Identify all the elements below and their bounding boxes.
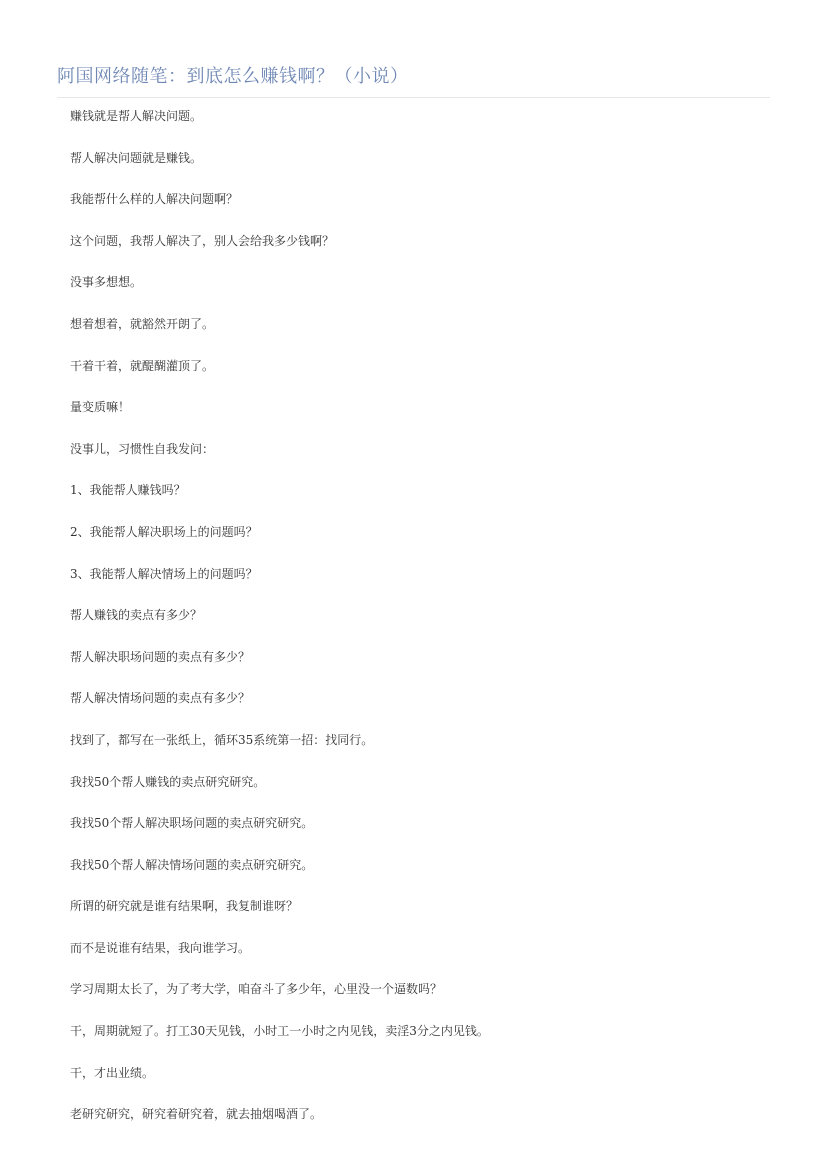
numbered-item: 1、我能帮人赚钱吗？ xyxy=(70,483,186,498)
document-title: 阿国网络随笔：到底怎么赚钱啊？（小说） xyxy=(57,66,409,87)
title-divider xyxy=(57,97,770,98)
paragraph: 而不是说谁有结果，我向谁学习。 xyxy=(70,940,251,955)
paragraph: 干，才出业绩。 xyxy=(70,1065,155,1080)
paragraph: 想着想着，就豁然开朗了。 xyxy=(70,316,215,331)
paragraph: 找到了，都写在一张纸上，循环35系统第一招：找同行。 xyxy=(70,732,374,747)
paragraph: 我找50个帮人解决职场问题的卖点研究研究。 xyxy=(70,816,314,831)
paragraph: 帮人赚钱的卖点有多少？ xyxy=(70,608,203,623)
paragraph: 我找50个帮人赚钱的卖点研究研究。 xyxy=(70,774,266,789)
paragraph: 学习周期太长了，为了考大学，咱奋斗了多少年，心里没一个逼数吗？ xyxy=(70,982,443,997)
paragraph: 我找50个帮人解决情场问题的卖点研究研究。 xyxy=(70,857,314,872)
paragraph: 量变质嘛！ xyxy=(70,400,131,415)
numbered-item: 3、我能帮人解决情场上的问题吗？ xyxy=(70,566,258,581)
document-body xyxy=(70,106,770,1146)
paragraph: 所谓的研究就是谁有结果啊，我复制谁呀？ xyxy=(70,899,299,914)
paragraph: 没事多想想。 xyxy=(70,275,143,290)
paragraph: 我能帮什么样的人解决问题啊？ xyxy=(70,192,239,207)
paragraph: 帮人解决情场问题的卖点有多少？ xyxy=(70,691,251,706)
paragraph: 干，周期就短了。打工30天见钱，小时工一小时之内见钱，卖淫3分之内见钱。 xyxy=(70,1024,489,1039)
paragraph: 老研究研究，研究着研究着，就去抽烟喝酒了。 xyxy=(70,1107,323,1122)
numbered-item: 2、我能帮人解决职场上的问题吗？ xyxy=(70,524,258,539)
paragraph: 干着干着，就醍醐灌顶了。 xyxy=(70,358,215,373)
paragraph: 帮人解决问题就是赚钱。 xyxy=(70,150,203,165)
paragraph: 这个问题，我帮人解决了，别人会给我多少钱啊？ xyxy=(70,233,335,248)
paragraph: 帮人解决职场问题的卖点有多少？ xyxy=(70,649,251,664)
paragraph: 没事儿，习惯性自我发问： xyxy=(70,441,215,456)
paragraph: 赚钱就是帮人解决问题。 xyxy=(70,109,203,123)
